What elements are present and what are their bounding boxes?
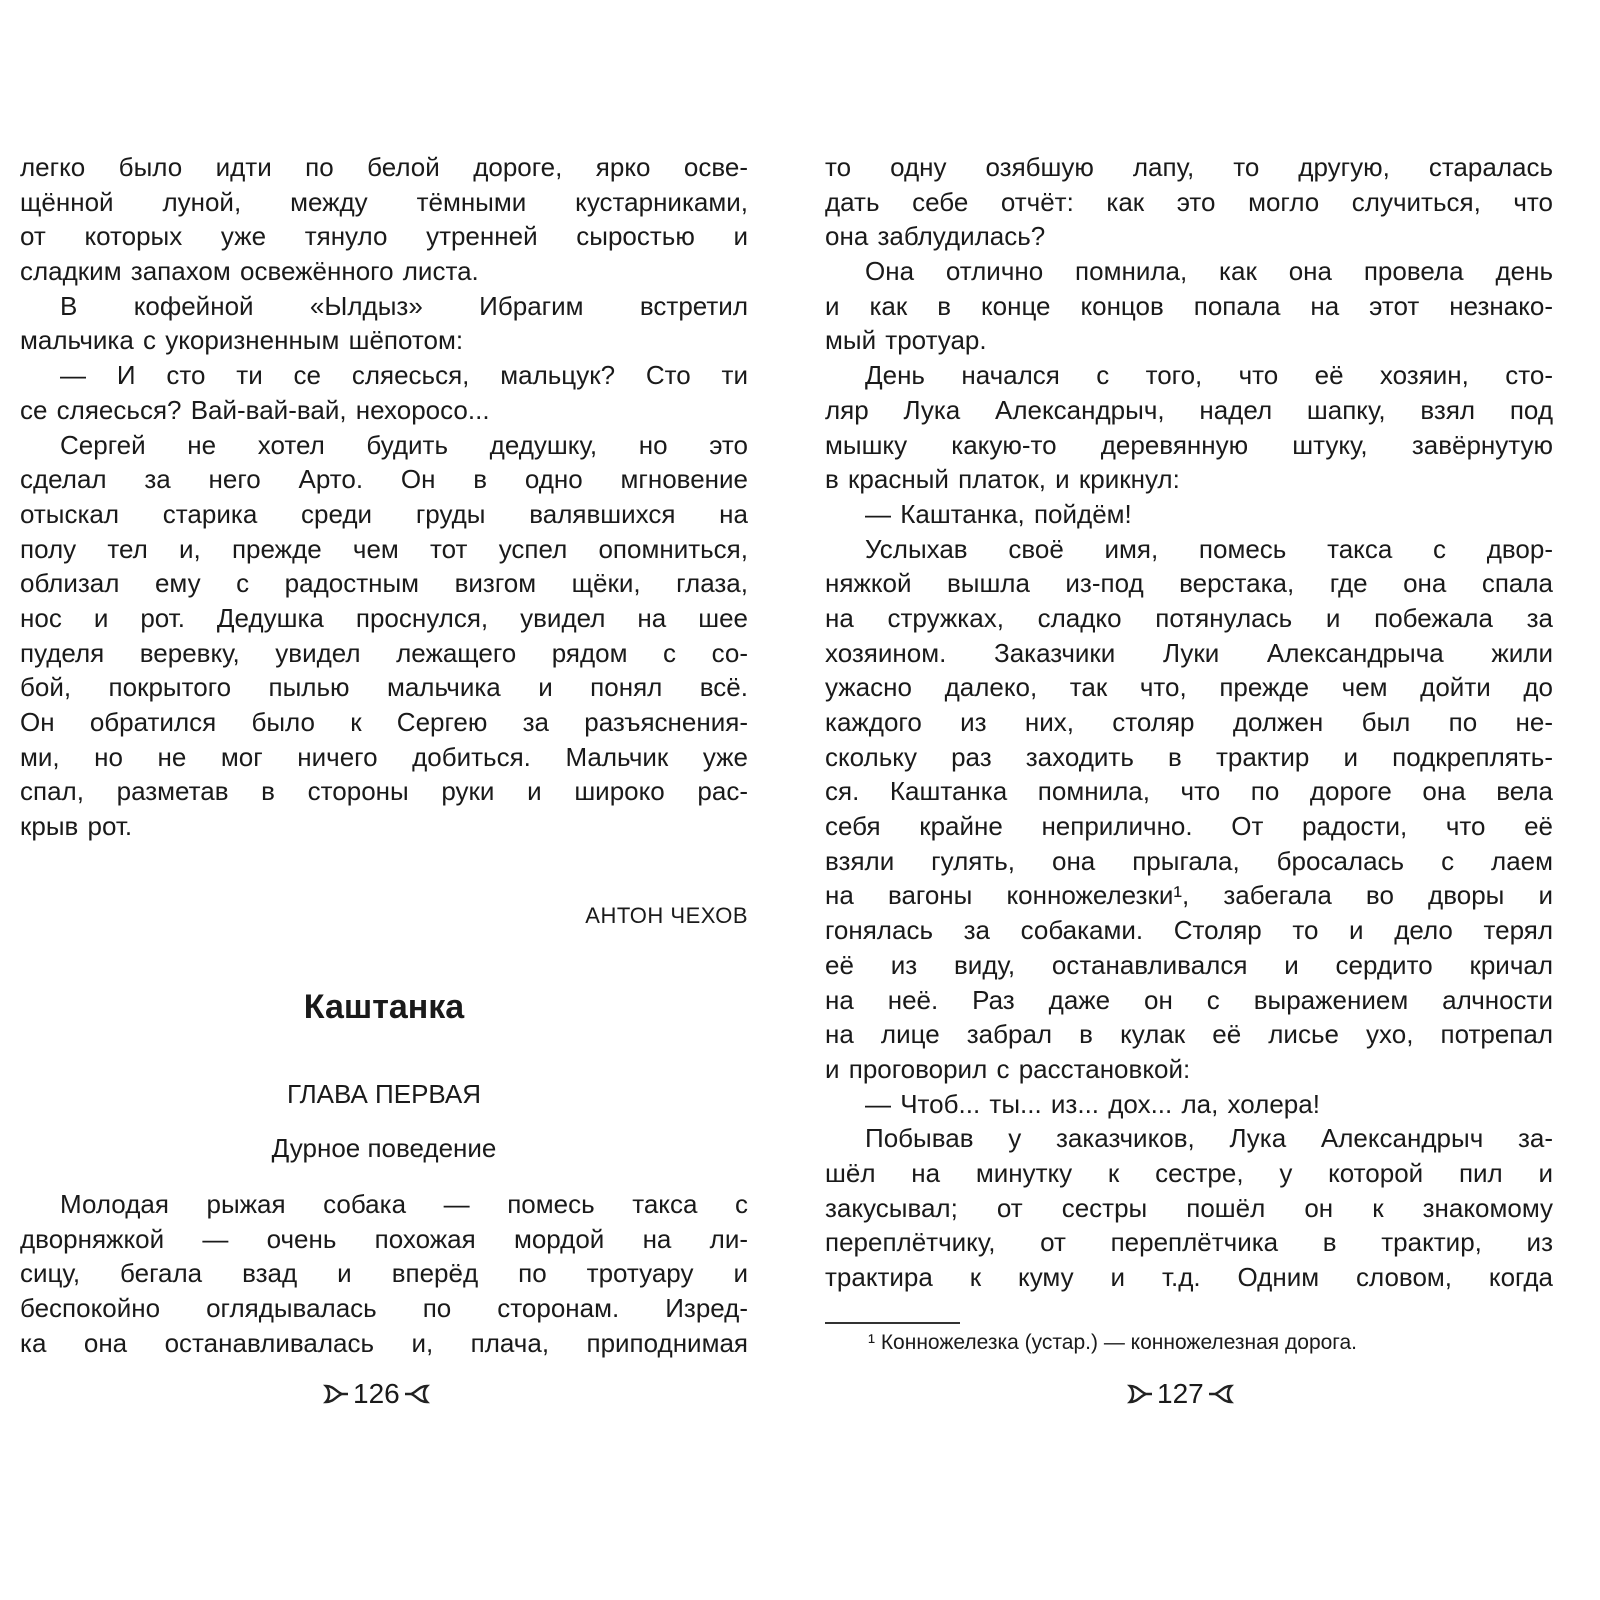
text-line: ми, но не мог ничего добиться. Мальчик уже bbox=[20, 741, 748, 772]
text-line: Она отлично помнила, как она провела день bbox=[865, 256, 1553, 287]
text-line: Побывав у заказчиков, Лука Александрыч за- bbox=[865, 1123, 1553, 1154]
text-line: взяли гулять, она прыгала, бросалась с лаем bbox=[825, 845, 1553, 876]
footnote-divider bbox=[825, 1322, 960, 1324]
page-number-text: 127 bbox=[1157, 1378, 1204, 1409]
text-line: она заблудилась? bbox=[825, 221, 1046, 252]
text-line: нос и рот. Дедушка проснулся, увидел на шее bbox=[20, 602, 748, 633]
text-line: сладким запахом освежённого листа. bbox=[20, 256, 479, 287]
text-line: мышку какую-то деревянную штуку, завёрнутую bbox=[825, 429, 1553, 460]
text-line: ужасно далеко, так что, прежде чем дойти до bbox=[825, 672, 1553, 703]
left-page-text-top bbox=[20, 150, 748, 844]
text-line: отыскал старика среди груды валявшихся на bbox=[20, 498, 748, 529]
text-line: День начался с того, что её хозяин, сто- bbox=[865, 360, 1553, 391]
text-line: бой, покрытого пылью мальчика и понял всё. bbox=[20, 672, 748, 703]
text-line: и как в конце концов попала на этот незнако- bbox=[825, 290, 1553, 321]
text-line: спал, разметав в стороны руки и широко рас- bbox=[20, 776, 748, 807]
page-number-text: 126 bbox=[353, 1378, 400, 1409]
text-line: в красный платок, и крикнул: bbox=[825, 464, 1180, 495]
ornament-left-icon bbox=[322, 1380, 350, 1408]
page-number-right bbox=[1126, 1378, 1235, 1410]
text-line: мальчика с укоризненным шёпотом: bbox=[20, 325, 464, 356]
ornament-right-icon bbox=[403, 1380, 431, 1408]
text-line: дать себе отчёт: как это могло случиться, что bbox=[825, 186, 1553, 217]
text-line: В кофейной «Ылдыз» Ибрагим встретил bbox=[60, 290, 748, 321]
text-line: трактира к куму и т.д. Одним словом, когда bbox=[825, 1262, 1553, 1292]
text-line: Молодая рыжая собака — помесь такса с bbox=[60, 1189, 748, 1219]
text-line: — Чтоб... ты... из... дох... ла, холера! bbox=[865, 1088, 1320, 1119]
text-line: переплётчику, от переплётчика в трактир, из bbox=[825, 1227, 1553, 1258]
text-line: дворняжкой — очень похожая мордой на ли- bbox=[20, 1223, 748, 1254]
text-line: крыв рот. bbox=[20, 811, 133, 842]
chapter-heading: ГЛАВА ПЕРВАЯ bbox=[286, 1079, 482, 1109]
ornament-right-icon bbox=[1207, 1380, 1235, 1408]
text-line: щённой луной, между тёмными кустарниками, bbox=[20, 186, 748, 217]
left-page-text-bottom bbox=[20, 1187, 748, 1360]
text-line: от которых уже тянуло утренней сыростью и bbox=[20, 221, 748, 252]
text-line: закусывал; от сестры пошёл он к знакомому bbox=[825, 1192, 1553, 1223]
text-line: сицу, бегала взад и вперёд по тротуару и bbox=[20, 1258, 748, 1289]
text-line: хозяином. Заказчики Луки Александрыча жили bbox=[825, 637, 1553, 668]
text-line: беспокойно оглядывалась по сторонам. Изред- bbox=[20, 1293, 748, 1324]
text-line: шёл на минутку к сестре, у которой пил и bbox=[825, 1157, 1553, 1188]
text-line: сделал за него Арто. Он в одно мгновение bbox=[20, 464, 748, 495]
text-line: её из виду, останавливался и сердито кричал bbox=[825, 949, 1553, 980]
text-line: себя крайне неприлично. От радости, что её bbox=[825, 811, 1553, 842]
text-line: Сергей не хотел будить дедушку, но это bbox=[60, 429, 748, 460]
text-line: ляр Лука Александрыч, надел шапку, взял под bbox=[825, 394, 1553, 425]
author-name: АНТОН ЧЕХОВ bbox=[585, 903, 748, 928]
text-line: каждого из них, столяр должен был по не- bbox=[825, 707, 1553, 737]
page-number-left bbox=[322, 1378, 431, 1410]
text-line: — Каштанка, пойдём! bbox=[865, 498, 1132, 529]
text-line: и проговорил с расстановкой: bbox=[825, 1053, 1191, 1084]
text-line: — И сто ти се сляесься, мальцук? Сто ти bbox=[60, 360, 748, 391]
footnote: ¹ Конножелезка (устар.) — конножелезная дорога. bbox=[868, 1331, 1358, 1354]
text-line: легко было идти по белой дороге, ярко осве- bbox=[20, 152, 748, 182]
text-line: мый тротуар. bbox=[825, 325, 987, 356]
text-line: на лице забрал в кулак её лисье ухо, потрепал bbox=[825, 1019, 1553, 1050]
chapter-subtitle: Дурное поведение bbox=[271, 1133, 497, 1163]
text-line: облизал ему с радостным визгом щёки, глаза, bbox=[20, 568, 748, 599]
text-line: на вагоны конножелезки¹, забегала во дворы и bbox=[825, 880, 1553, 911]
text-line: се сляесься? Вай-вай-вай, нехоросо... bbox=[20, 394, 490, 425]
text-line: полу тел и, прежде чем тот успел опомниться, bbox=[20, 533, 748, 564]
text-line: скольку раз заходить в трактир и подкреплять- bbox=[825, 741, 1553, 772]
text-line: пуделя веревку, увидел лежащего рядом с со- bbox=[20, 637, 748, 668]
text-line: ка она останавливалась и, плача, приподнимая bbox=[20, 1327, 748, 1358]
text-line: Услыхав своё имя, помесь такса с двор- bbox=[865, 533, 1553, 564]
ornament-left-icon bbox=[1126, 1380, 1154, 1408]
text-line: на стружках, сладко потянулась и побежала за bbox=[825, 602, 1553, 633]
text-line: на неё. Раз даже он с выражением алчности bbox=[825, 984, 1553, 1015]
right-page-text bbox=[825, 150, 1553, 1295]
text-line: то одну озябшую лапу, то другую, старалась bbox=[825, 152, 1553, 182]
text-line: Он обратился было к Сергею за разъяснения- bbox=[20, 707, 748, 737]
text-line: гонялась за собаками. Столяр то и дело терял bbox=[825, 915, 1553, 946]
story-title: Каштанка bbox=[303, 988, 465, 1026]
text-line: ся. Каштанка помнила, что по дороге она вела bbox=[825, 776, 1553, 807]
text-line: няжкой вышла из-под верстака, где она спала bbox=[825, 568, 1553, 599]
